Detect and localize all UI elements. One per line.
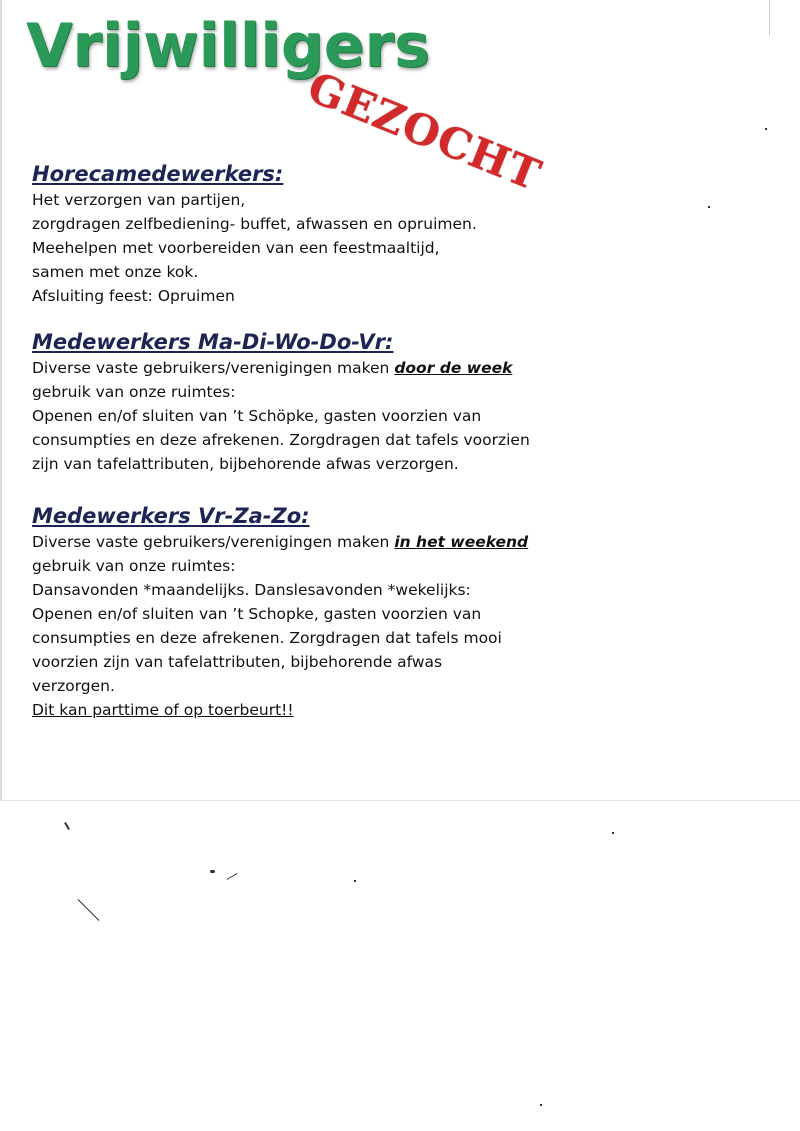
section-weekdays <box>32 328 552 476</box>
text-line: Afsluiting feest: Opruimen <box>32 287 235 305</box>
page-title: Vrijwilligers <box>26 11 430 81</box>
section-heading: Medewerkers Ma-Di-Wo-Do-Vr: <box>32 330 394 354</box>
emphasis-text: door de week <box>394 359 513 377</box>
section-weekend <box>32 502 552 722</box>
emphasis-text: in het weekend <box>394 533 529 551</box>
scan-fold-line <box>0 800 800 801</box>
text-line: Het verzorgen van partijen, <box>32 191 246 209</box>
text-line: consumpties en deze afrekenen. Zorgdragen dat tafels mooi <box>32 629 502 647</box>
section-heading: Horecamedewerkers: <box>32 162 284 186</box>
scan-speck <box>64 822 70 830</box>
text-line: Meehelpen met voorbereiden van een feestmaaltijd, <box>32 239 440 257</box>
text-line: gebruik van onze ruimtes: <box>32 557 236 575</box>
scan-speck <box>210 870 215 873</box>
text-line: samen met onze kok. <box>32 263 199 281</box>
text-line <box>32 530 552 554</box>
text-fragment: Diverse vaste gebruikers/verenigingen maken <box>32 359 395 377</box>
scan-edge-right <box>769 0 770 36</box>
scan-speck <box>540 1104 542 1106</box>
section-heading: Medewerkers Vr-Za-Zo: <box>32 504 310 528</box>
text-line: zijn van tafelattributen, bijbehorende afwas verzorgen. <box>32 455 459 473</box>
stamp-label: GEZOCHT <box>301 62 549 201</box>
scan-speck <box>227 873 238 880</box>
text-line: verzorgen. <box>32 677 115 695</box>
closing-note: Dit kan parttime of op toerbeurt!! <box>32 701 294 719</box>
scan-speck <box>708 206 710 208</box>
scan-speck <box>612 832 614 834</box>
scan-edge <box>0 0 2 800</box>
section-horeca <box>32 160 552 308</box>
scan-speck <box>78 899 100 921</box>
text-line: consumpties en deze afrekenen. Zorgdragen dat tafels voorzien <box>32 431 530 449</box>
text-line <box>32 356 552 380</box>
text-line: Dansavonden *maandelijks. Danslesavonden *wekelijks: <box>32 581 471 599</box>
text-line: gebruik van onze ruimtes: <box>32 383 236 401</box>
text-line: Openen en/of sluiten van ’t Schöpke, gasten voorzien van <box>32 407 482 425</box>
text-line: Openen en/of sluiten van ’t Schopke, gasten voorzien van <box>32 605 482 623</box>
text-line: zorgdragen zelfbediening- buffet, afwassen en opruimen. <box>32 215 477 233</box>
text-fragment: Diverse vaste gebruikers/verenigingen maken <box>32 533 395 551</box>
scan-speck <box>354 880 356 882</box>
scan-speck <box>765 128 767 130</box>
text-line: voorzien zijn van tafelattributen, bijbehorende afwas <box>32 653 443 671</box>
